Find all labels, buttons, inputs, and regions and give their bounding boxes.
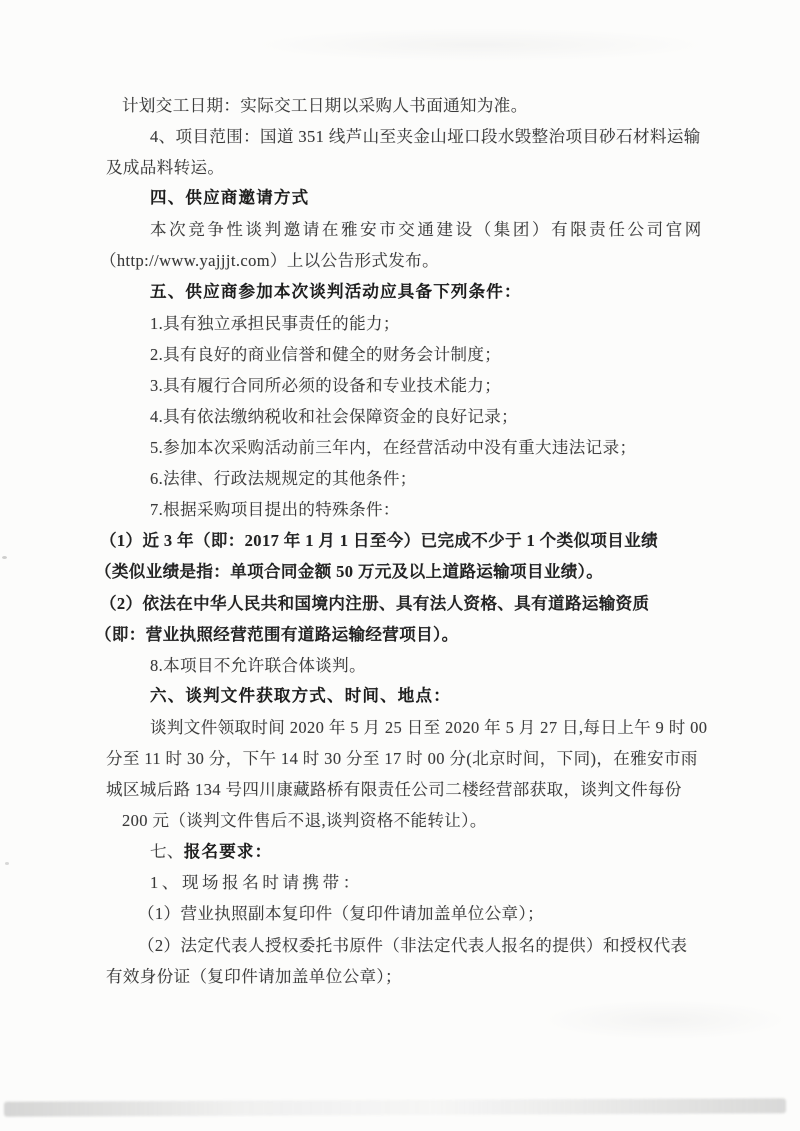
condition-item-7: 7.根据采购项目提出的特殊条件： <box>150 500 400 520</box>
scan-speck-artifact <box>2 556 7 559</box>
condition-item-4: 4.具有依法缴纳税收和社会保障资金的良好记录； <box>150 406 519 426</box>
para-project-scope-cont: 及成品料转运。 <box>106 158 225 178</box>
heading-section-7-title: 报名要求： <box>183 843 273 862</box>
condition-item-2: 2.具有良好的商业信誉和健全的财务会计制度； <box>150 344 502 364</box>
special-condition-2-cont: （即：营业执照经营范围有道路运输经营项目）。 <box>95 624 459 644</box>
document-body <box>95 90 708 992</box>
scan-speck-artifact <box>5 862 9 865</box>
para-project-scope: 4、项目范围：国道 351 线芦山至夹金山垭口段水毁整治项目砂石材料运输 <box>150 127 701 147</box>
para-document-acquisition-4: 200 元（谈判文件售后不退,谈判资格不能转让）。 <box>122 811 487 831</box>
para-document-acquisition-2: 分至 11 时 30 分，下午 14 时 30 分至 17 时 00 分(北京时间，下同)，在雅安市雨 <box>106 748 698 768</box>
registration-doc-1-business-license: （1）营业执照副本复印件（复印件请加盖单位公章）； <box>138 904 544 924</box>
special-condition-1-cont: （类似业绩是指：单项合同金额 50 万元及以上道路运输项目业绩）。 <box>95 562 604 582</box>
special-condition-2: （2）依法在中华人民共和国境内注册、具有法人资格、具有道路运输资质 <box>100 593 650 613</box>
condition-item-5: 5.参加本次采购活动前三年内，在经营活动中没有重大违法记录； <box>150 438 637 458</box>
registration-doc-2-cont: 有效身份证（复印件请加盖单位公章）； <box>106 966 402 986</box>
heading-section-7-registration-requirements <box>106 836 706 867</box>
heading-section-7-number: 七、 <box>150 842 184 862</box>
registration-item-1: 1、现场报名时请携带： <box>150 873 363 893</box>
para-document-acquisition-3: 城区城后路 134 号四川康藏路桥有限责任公司二楼经营部获取，谈判文件每份 <box>106 780 682 800</box>
scan-smudge-artifact <box>250 28 710 62</box>
condition-item-8: 8.本项目不允许联合体谈判。 <box>150 655 366 675</box>
para-invitation-url: （http://www.yajjjt.com）上以公告形式发布。 <box>100 251 439 271</box>
condition-item-1: 1.具有独立承担民事责任的能力； <box>150 313 400 333</box>
heading-section-6-document-acquisition: 六、谈判文件获取方式、时间、地点： <box>150 686 451 705</box>
para-invitation-method: 本次竞争性谈判邀请在雅安市交通建设（集团）有限责任公司官网 <box>150 220 704 240</box>
special-condition-1: （1）近 3 年（即：2017 年 1 月 1 日至今）已完成不少于 1 个类似项目业绩 <box>100 531 658 551</box>
scan-smudge-artifact <box>540 1000 790 1040</box>
para-document-acquisition-1: 谈判文件领取时间 2020 年 5 月 25 日至 2020 年 5 月 27 日,每日上午 9 时 00 <box>150 717 708 737</box>
heading-section-5-supplier-conditions: 五、供应商参加本次谈判活动应具备下列条件： <box>150 282 522 301</box>
condition-item-6: 6.法律、行政法规规定的其他条件； <box>150 469 417 489</box>
para-planned-completion-date: 计划交工日期：实际交工日期以采购人书面通知为准。 <box>122 96 528 115</box>
condition-item-3: 3.具有履行合同所必须的设备和专业技术能力； <box>150 375 502 395</box>
scan-band-artifact <box>4 1098 786 1116</box>
heading-section-4-supplier-invitation: 四、供应商邀请方式 <box>150 189 310 208</box>
registration-doc-2-authorization: （2）法定代表人授权委托书原件（非法定代表人报名的提供）和授权代表 <box>138 935 688 955</box>
